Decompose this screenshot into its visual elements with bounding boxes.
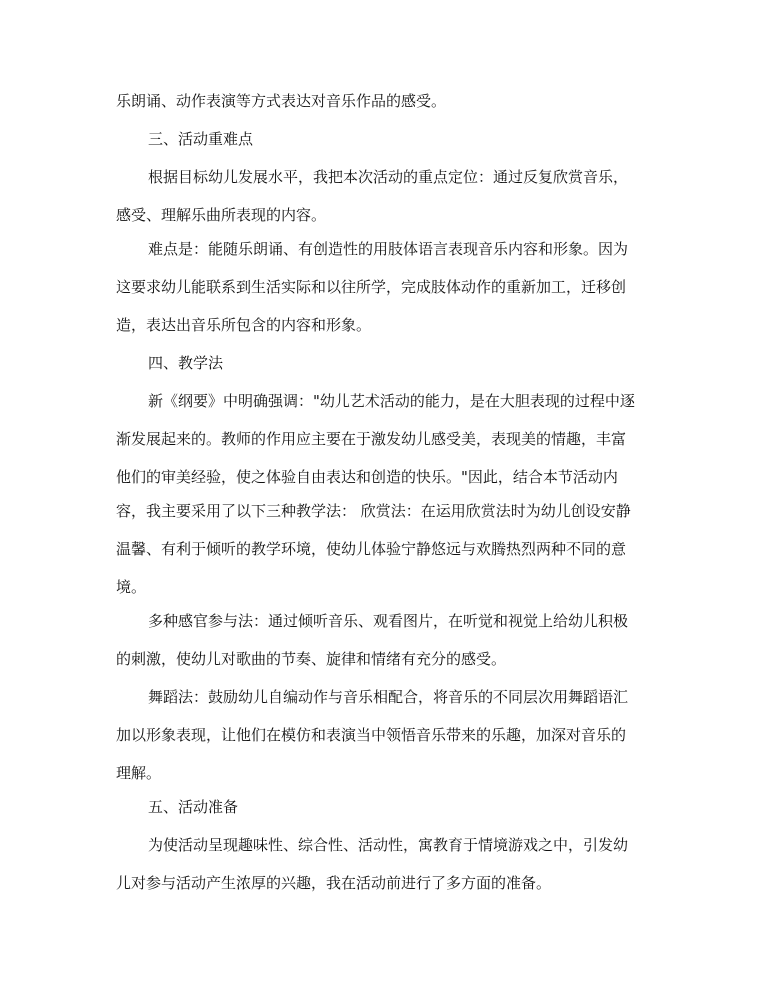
paragraph-line: 新《纲要》中明确强调："幼儿艺术活动的能力，是在大胆表现的过程中逐 bbox=[148, 392, 635, 410]
paragraph-line: 温馨、有利于倾听的教学环境，使幼儿体验宁静悠远与欢腾热烈两种不同的意 bbox=[116, 540, 627, 558]
paragraph-line: 这要求幼儿能联系到生活实际和以往所学，完成肢体动作的重新加工，迁移创 bbox=[116, 278, 627, 296]
paragraph-line: 根据目标幼儿发展水平，我把本次活动的重点定位：通过反复欣赏音乐， bbox=[148, 168, 629, 186]
paragraph-line: 造，表达出音乐所包含的内容和形象。 bbox=[116, 316, 372, 334]
paragraph-line: 理解。 bbox=[116, 764, 162, 782]
paragraph-line: 渐发展起来的。教师的作用应主要在于激发幼儿感受美，表现美的情趣，丰富 bbox=[116, 430, 627, 448]
paragraph-line: 的刺激，使幼儿对歌曲的节奏、旋律和情绪有充分的感受。 bbox=[116, 650, 507, 668]
section-heading: 四、教学法 bbox=[148, 354, 224, 372]
paragraph-line: 他们的审美经验，使之体验自由表达和创造的快乐。"因此，结合本节活动内 bbox=[116, 468, 618, 486]
paragraph-line: 难点是：能随乐朗诵、有创造性的用肢体语言表现音乐内容和形象。因为 bbox=[148, 240, 629, 258]
section-heading: 五、活动准备 bbox=[148, 798, 239, 816]
paragraph-line: 为使活动呈现趣味性、综合性、活动性，寓教育于情境游戏之中，引发幼 bbox=[148, 836, 629, 854]
paragraph-line: 儿对参与活动产生浓厚的兴趣，我在活动前进行了多方面的准备。 bbox=[116, 874, 552, 892]
paragraph-line: 加以形象表现，让他们在模仿和表演当中领悟音乐带来的乐趣，加深对音乐的 bbox=[116, 726, 627, 744]
paragraph-line: 感受、理解乐曲所表现的内容。 bbox=[116, 206, 327, 224]
paragraph-line: 境。 bbox=[116, 578, 147, 596]
paragraph-line: 舞蹈法：鼓励幼儿自编动作与音乐相配合，将音乐的不同层次用舞蹈语汇 bbox=[148, 688, 629, 706]
paragraph-line: 容，我主要采用了以下三种教学法： 欣赏法：在运用欣赏法时为幼儿创设安静 bbox=[116, 502, 631, 520]
paragraph-line: 多种感官参与法：通过倾听音乐、观看图片，在听觉和视觉上给幼儿积极 bbox=[148, 612, 629, 630]
section-heading: 三、活动重难点 bbox=[148, 130, 254, 148]
paragraph-line: 乐朗诵、动作表演等方式表达对音乐作品的感受。 bbox=[116, 92, 447, 110]
